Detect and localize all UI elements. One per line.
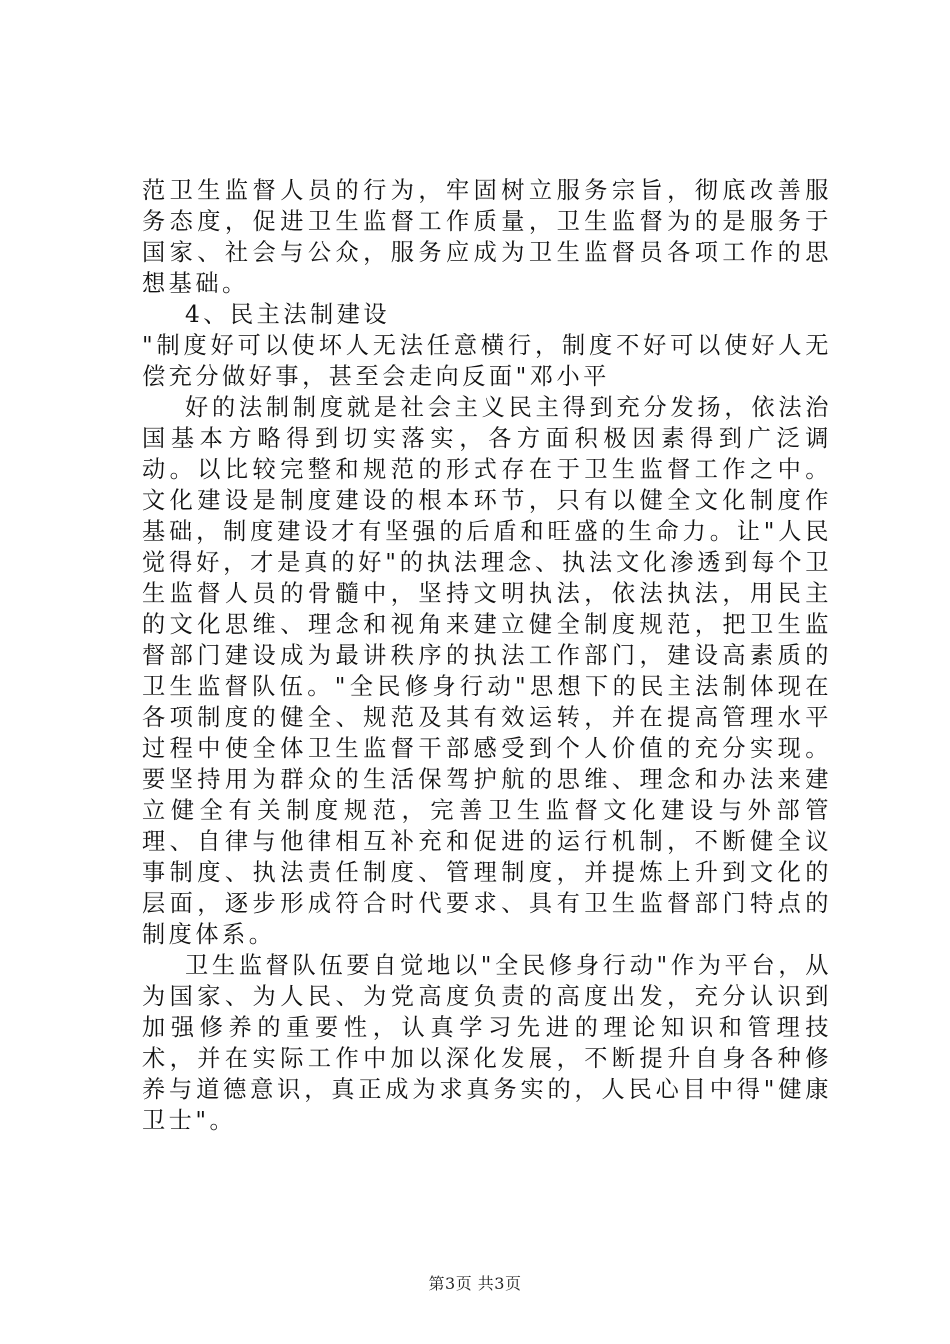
paragraph-legal-system: 好的法制制度就是社会主义民主得到充分发扬，依法治国基本方略得到切实落实，各方面积极因素得到广泛调动。以比较完整和规范的形式存在于卫生监督工作之中。文化建设是制度建设的根本环节，只有以健全文化制度作基础，制度建设才有坚强的后盾和旺盛的生命力。让"人民觉得好，才是真的好"的执法理念、执法文化渗透到每个卫生监督人员的骨髓中，坚持文明执法，依法执法，用民主的文化思维、理念和视角来建立健全制度规范，把卫生监督部门建设成为最讲秩序的执法工作部门，建设高素质的卫生监督队伍。"全民修身行动"思想下的民主法制体现在各项制度的健全、规范及其有效运转，并在提高管理水平过程中使全体卫生监督干部感受到个人价值的充分实现。要坚持用为群众的生活保驾护航的思维、理念和办法来建立健全有关制度规范，完善卫生监督文化建设与外部管理、自律与他律相互补充和促进的运行机制，不断健全议事制度、执法责任制度、管理制度，并提炼上升到文化的层面，逐步形成符合时代要求、具有卫生监督部门特点的制度体系。 [142, 394, 832, 948]
paragraph-health-supervision-team: 卫生监督队伍要自觉地以"全民修身行动"作为平台，从为国家、为人民、为党高度负责的高度出发，充分认识到加强修养的重要性，认真学习先进的理论知识和管理技术，并在实际工作中加以深化发展，不断提升自身各种修养与道德意识，真正成为求真务实的，人民心目中得"健康卫士"。 [142, 952, 832, 1134]
page-number-footer: 第3页 共3页 [428, 1274, 522, 1293]
document-body [142, 175, 832, 1136]
paragraph-service-purpose: 范卫生监督人员的行为，牢固树立服务宗旨，彻底改善服务态度，促进卫生监督工作质量，卫生监督为的是服务于国家、社会与公众，服务应成为卫生监督员各项工作的思想基础。 [142, 177, 832, 297]
section-heading-democratic-legal-construction: 4、民主法制建设 [185, 301, 391, 328]
quote-deng-xiaoping: "制度好可以使坏人无法任意横行，制度不好可以使好人无偿充分做好事，甚至会走向反面"邓小平 [142, 332, 832, 390]
